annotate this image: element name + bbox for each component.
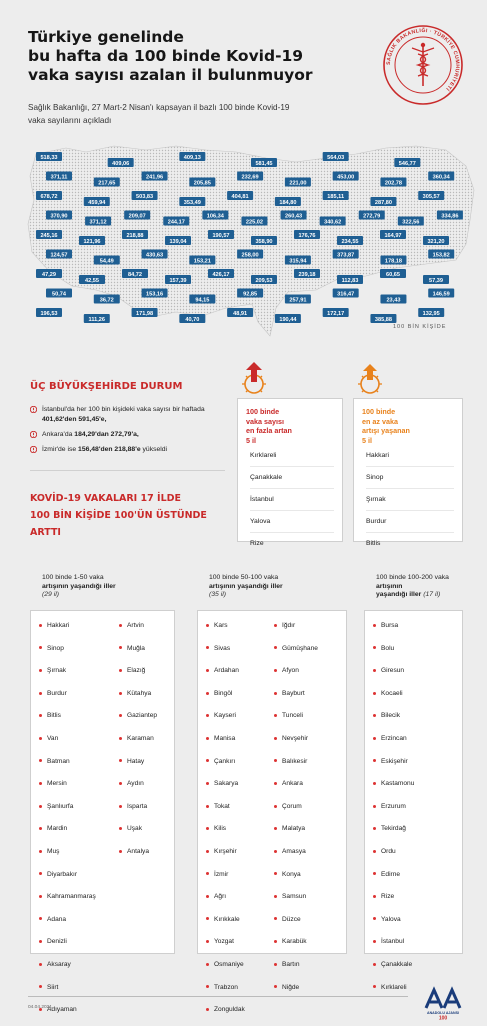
least-increase-heading: 100 binde en az vaka artışı yaşanan 5 il [362,407,410,445]
province-list-item: İzmir [206,868,245,891]
top-increase-heading: 100 binde vaka sayısı en fazla artan 5 il [246,407,292,445]
province-list-item: Samsun [274,890,318,913]
province-list-item: Hatay [119,755,157,778]
list-item: Bitlis [366,532,454,554]
province-list-item: Çanakkale [373,958,414,981]
province-list-item: Gümüşhane [274,642,318,665]
map-value-label: 92,85 [243,291,258,298]
map-value-label: 257,91 [289,297,307,304]
map-value-label: 404,81 [231,193,249,200]
map-value-label: 23,43 [386,297,401,304]
category-50-100-box [197,610,347,1014]
province-list-item: Gaziantep [119,709,157,732]
map-value-label: 316,47 [337,291,355,298]
alert-icon [30,446,37,453]
province-list-item: Sivas [206,642,245,665]
province-list-item: Edirne [373,868,414,891]
province-list-item: Siirt [39,981,96,1004]
category-100-200-header: 100 binde 100-200 vaka artışının yaşandığı iller (17 il) [376,574,449,598]
map-value-label: 260,43 [284,213,303,220]
map-value-label: 409,13 [183,154,201,161]
map-value-label: 221,00 [289,180,307,187]
map-value-label: 678,72 [40,193,58,200]
map-value-label: 178,18 [384,258,402,265]
map-value-label: 321,20 [427,238,445,245]
virus-arrow-icon [353,362,387,396]
province-list-item: Tokat [206,800,245,823]
list-item: Yalova [250,510,334,532]
subtitle [28,101,348,127]
map-value-label: 546,77 [398,160,416,167]
map-value-label: 241,96 [146,174,164,181]
province-list-item: Artvin [119,619,157,642]
big-city-ankara: Ankara'da 184,29'dan 272,79'a, [30,430,225,440]
map-value-label: 190,57 [212,232,230,239]
province-list-item: Niğde [274,981,318,1004]
province-list-item: Tekirdağ [373,822,414,845]
category-50-100-right-column [274,619,318,1003]
map-value-label: 190,44 [279,316,297,323]
map-value-label: 50,74 [52,291,66,298]
map-value-label: 153,16 [146,291,164,298]
province-list-item: Kocaeli [373,687,414,710]
map-value-label: 196,53 [40,310,58,317]
province-list-item: Aydın [119,777,157,800]
map-value-label: 146,59 [432,291,450,298]
province-list-item: Çorum [274,800,318,823]
province-list-item: Nevşehir [274,732,318,755]
province-list-item: Giresun [373,664,414,687]
province-list-item: Iğdır [274,619,318,642]
subtitle-line: Sağlık Bakanlığı, 27 Mart-2 Nisan'ı kapsayan il bazlı 100 binde Kovid-19 [28,103,290,112]
province-list-item: Adana [39,913,96,936]
map-value-label: 157,39 [169,277,187,284]
footer-line [28,996,408,997]
province-list-item: Bingöl [206,687,245,710]
map-value-label: 176,76 [298,232,316,239]
list-item: Burdur [366,510,454,532]
province-list-item: Amasya [274,845,318,868]
list-item: Sinop [366,466,454,488]
map-value-label: 209,07 [128,213,146,220]
province-list-item: Tunceli [274,709,318,732]
map-value-label: 239,18 [298,271,316,278]
list-item: Rize [250,532,334,554]
province-list-item: Manisa [206,732,245,755]
map-value-label: 244,17 [167,219,185,226]
svg-text:SAĞLIK BAKANLIĞI · TÜRKİYE CUM: SAĞLIK BAKANLIĞI · TÜRKİYE CUMHURİYETİ [385,27,461,92]
map-value-label: 218,88 [126,232,144,239]
map-value-label: 385,88 [374,316,392,323]
map-value-label: 581,45 [255,160,273,167]
map-value-label: 258,00 [241,252,259,259]
province-list-item: Sakarya [206,777,245,800]
province-list-item: Batman [39,755,96,778]
province-list-item: Erzincan [373,732,414,755]
big-city-izmir: İzmir'de ise 156,48'den 218,88'e yükseldi [30,445,225,455]
map-value-label: 57,39 [429,277,443,284]
province-list-item: Karaman [119,732,157,755]
province-list-item: Aksaray [39,958,96,981]
map-value-label: 409,06 [112,160,130,167]
category-50-100-left-column [206,619,245,1026]
province-list-item: Muş [39,845,96,868]
province-list-item: Kütahya [119,687,157,710]
map-value-label: 272,79 [363,213,381,220]
province-list-item: Bursa [373,619,414,642]
category-100-200-box [364,610,463,991]
map-value-label: 111,26 [88,316,106,323]
subtitle-line: vaka sayılarını açıkladı [28,116,112,125]
section-divider [30,470,225,471]
map-value-label: 234,55 [341,238,359,245]
province-list-item: Kırklareli [373,981,414,1004]
map-value-label: 305,57 [422,193,440,200]
map-value-label: 503,83 [136,193,154,200]
map-value-label: 426,17 [212,271,230,278]
province-list-item: Kırşehir [206,845,245,868]
map-value-label: 245,16 [40,232,58,239]
province-list-item: Ardahan [206,664,245,687]
map-value-label: 139,04 [169,238,187,245]
province-list-item: Isparta [119,800,157,823]
virus-arrow-up-icon [237,362,271,396]
map-value-label: 48,91 [233,310,248,317]
province-list-item: Bilecik [373,709,414,732]
province-list-item: Yozgat [206,935,245,958]
province-list-item: Kahramanmaraş [39,890,96,913]
main-title [28,28,368,85]
map-value-label: 132,95 [422,310,440,317]
map-value-label: 36,72 [99,297,114,304]
province-list-item: Ordu [373,845,414,868]
map-value-label: 371,12 [89,219,107,226]
title-line: vaka sayısı azalan il bulunmuyor [28,66,313,84]
map-value-label: 84,72 [128,271,142,278]
province-list-item: Kars [206,619,245,642]
turkey-province-map [26,140,478,340]
map-value-label: 217,65 [98,180,116,187]
province-list-item: Burdur [39,687,96,710]
map-value-label: 40,70 [185,316,200,323]
province-list-item: Bartın [274,958,318,981]
province-list-item: Kayseri [206,709,245,732]
province-list-item: İstanbul [373,935,414,958]
province-list-item: Zonguldak [206,1003,245,1026]
category-1-50-header: 100 binde 1-50 vaka artışının yaşandığı iller (29 il) [42,574,116,598]
svg-text:100: 100 [438,1015,448,1020]
province-list-item: Antalya [119,845,157,868]
province-list-item: Şanlıurfa [39,800,96,823]
province-list-item: Kilis [206,822,245,845]
list-item: Şırnak [366,488,454,510]
big-cities-title: ÜÇ BÜYÜKŞEHİRDE DURUM [30,381,183,392]
category-50-100-header: 100 binde 50-100 vaka artışının yaşandığı iller (35 il) [209,574,283,598]
map-value-label: 430,63 [146,252,164,259]
map-value-label: 225,02 [245,219,264,226]
map-value-label: 153,82 [432,252,450,259]
top-increase-list [250,445,334,554]
province-list-item: Denizli [39,935,96,958]
map-value-label: 164,97 [384,232,402,239]
map-value-label: 564,03 [327,154,345,161]
map-value-label: 42,55 [85,277,99,284]
map-value-label: 322,56 [402,219,420,226]
map-value-label: 172,17 [327,310,345,317]
map-value-label: 60,65 [386,271,400,278]
map-value-label: 315,94 [289,258,307,265]
province-list-item: Muğla [119,642,157,665]
list-item: İstanbul [250,488,334,510]
map-value-label: 518,33 [40,154,58,161]
province-list-item: Konya [274,868,318,891]
title-line: Türkiye genelinde [28,28,184,46]
map-value-label: 287,80 [374,199,392,206]
map-value-label: 171,98 [136,310,154,317]
province-list-item: Diyarbakır [39,868,96,891]
province-list-item: Osmaniye [206,958,245,981]
map-value-label: 121,96 [83,238,101,245]
alert-icon [30,406,37,413]
province-list-item: Van [39,732,96,755]
map-caption: 100 BİN KİŞİDE [393,324,447,330]
map-value-label: 185,11 [327,193,345,200]
province-list-item: Malatya [274,822,318,845]
province-list-item: Şırnak [39,664,96,687]
top-increase-card [237,398,343,547]
province-list-item: Kastamonu [373,777,414,800]
province-list-item: Ankara [274,777,318,800]
anadolu-agency-logo [420,984,466,1020]
list-item: Kırklareli [250,452,277,459]
least-increase-card [353,398,463,547]
map-value-label: 47,29 [42,271,56,278]
province-list-item: Yalova [373,913,414,936]
map-value-label: 124,57 [50,252,68,259]
least-increase-list [366,445,454,554]
province-list-item: Mardin [39,822,96,845]
province-list-item: Bitlis [39,709,96,732]
map-value-label: 459,94 [88,199,106,206]
big-city-istanbul: İstanbul'da her 100 bin kişideki vaka sayısı bir haftada 401,62'den 591,45'e, [30,405,225,425]
map-value-label: 358,90 [255,238,273,245]
map-value-label: 202,78 [384,180,402,187]
map-value-label: 232,69 [241,174,259,181]
map-value-label: 453,00 [337,174,355,181]
province-list-item: Karabük [274,935,318,958]
map-value-label: 371,11 [50,174,68,181]
map-value-label: 205,85 [193,180,211,187]
province-list-item: Trabzon [206,981,245,1004]
province-list-item: Rize [373,890,414,913]
kovid-section-title: KOVİD-19 VAKALARI 17 İLDE 100 BİN KİŞİDE 100'ÜN ÜSTÜNDE ARTTI [30,493,207,538]
map-value-label: 360,34 [432,174,450,181]
list-item: Hakkari [366,452,390,459]
map-value-label: 106,34 [206,213,224,220]
province-list-item: Bayburt [274,687,318,710]
province-list-item: Ağrı [206,890,245,913]
map-value-label: 184,80 [279,199,297,206]
map-value-label: 334,86 [441,213,459,220]
province-list-item: Uşak [119,822,157,845]
map-value-label: 94,15 [195,297,210,304]
big-cities-list [30,405,225,460]
category-1-50-left-column [39,619,96,1026]
province-list-item: Kırıkkale [206,913,245,936]
footer-date: 04.04.2021 [28,1005,53,1010]
province-list-item: Düzce [274,913,318,936]
province-list-item: Mersin [39,777,96,800]
province-list-item: Adıyaman [39,1003,96,1026]
province-list-item: Balıkesir [274,755,318,778]
list-item: Çanakkale [250,466,334,488]
province-list-item: Bolu [373,642,414,665]
map-value-label: 340,62 [324,219,342,226]
map-value-label: 353,49 [183,199,201,206]
map-value-label: 54,49 [99,258,114,265]
province-list-item: Sinop [39,642,96,665]
province-list-item: Çankırı [206,755,245,778]
map-value-label: 370,90 [50,213,68,220]
map-value-label: 112,83 [341,277,359,284]
province-list-item: Eskişehir [373,755,414,778]
ministry-seal-logo [382,24,464,106]
province-list-item: Elazığ [119,664,157,687]
svg-text:ANADOLU AJANSI: ANADOLU AJANSI [426,1011,460,1015]
alert-icon [30,431,37,438]
category-100-200-column [373,619,414,1003]
province-list-item: Erzurum [373,800,414,823]
title-line: bu hafta da 100 binde Kovid-19 [28,47,304,65]
province-list-item: Hakkari [39,619,96,642]
map-value-label: 373,87 [337,252,355,259]
map-value-label: 153,21 [193,258,211,265]
map-value-label: 209,53 [255,277,273,284]
category-1-50-right-column [119,619,157,868]
province-list-item: Afyon [274,664,318,687]
